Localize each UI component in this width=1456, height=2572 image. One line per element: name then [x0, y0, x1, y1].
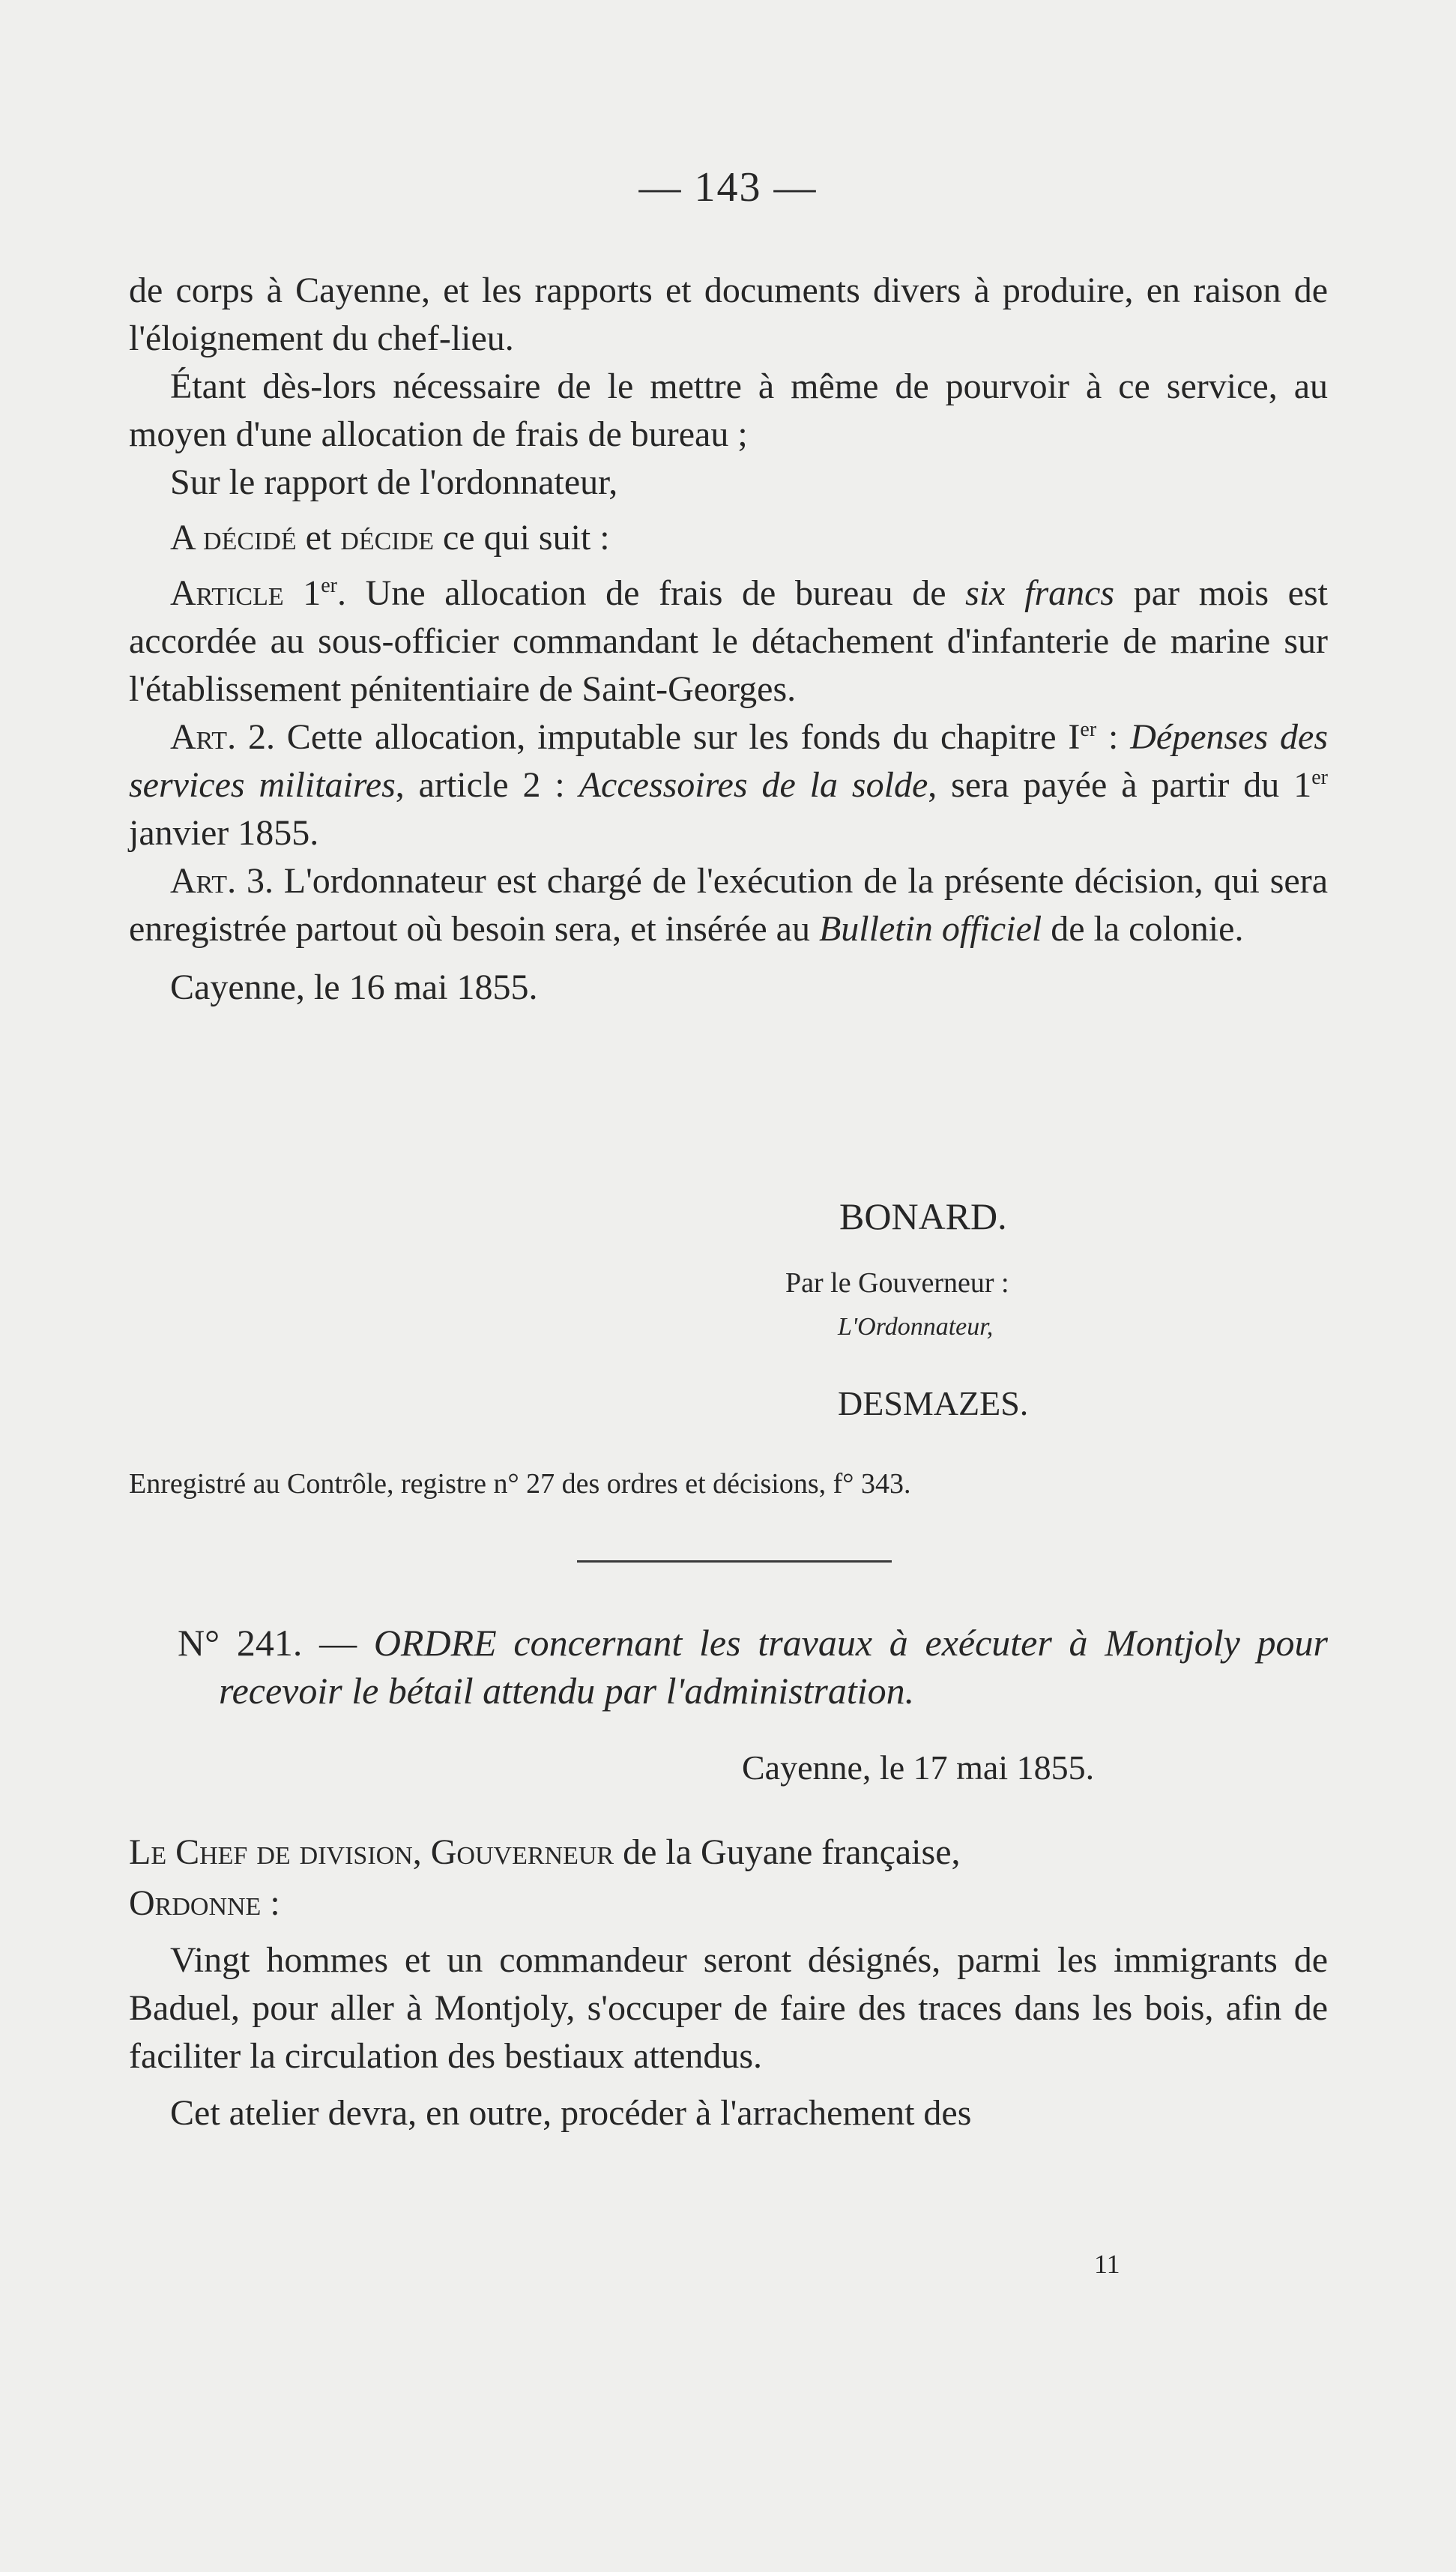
section-divider: [577, 1560, 892, 1563]
order-preamble: Le Chef de division, Gouverneur de la Guyane française,: [129, 1832, 961, 1872]
decision-body: [129, 267, 1328, 1012]
order-title: [129, 1619, 1328, 1715]
order-ordonne: Ordonne :: [129, 1883, 280, 1923]
order-heading: N° 241. — ORDRE concernant les travaux à exécuter à Montjoly pour recevoir le bétail attendu par l'administration.: [178, 1622, 1328, 1712]
paragraph: Vingt hommes et un commandeur seront désignés, parmi les immigrants de Baduel, pour aller à Montjoly, s'occuper de faire des traces dans les bois, afin de faciliter la circulation des bestiaux attendus.: [129, 1940, 1328, 2076]
paragraph: Étant dès-lors nécessaire de le mettre à même de pourvoir à ce service, au moyen d'une allocation de frais de bureau ;: [129, 366, 1328, 454]
order-body: [129, 1829, 1328, 2137]
paragraph: de corps à Cayenne, et les rapports et documents divers à produire, en raison de l'éloignement du chef-lieu.: [129, 271, 1328, 358]
order-date: Cayenne, le 17 mai 1855.: [742, 1748, 1095, 1787]
signature-par: Par le Gouverneur :: [785, 1267, 1009, 1299]
signature-desmazes: DESMAZES.: [838, 1384, 1029, 1422]
page-number: — 143 —: [638, 164, 818, 211]
paragraph: Cet atelier devra, en outre, procéder à l'arrachement des: [170, 2093, 972, 2133]
registry-note: Enregistré au Contrôle, registre n° 27 des ordres et décisions, f° 343.: [129, 1468, 911, 1500]
article-2: Art. 2. Cette allocation, imputable sur les fonds du chapitre Ier : Dépenses des services militaires, article 2 : Accessoires de la solde, sera payée à partir du 1er janvier 1855.: [129, 717, 1328, 853]
article-3: Art. 3. L'ordonnateur est chargé de l'exécution de la présente décision, qui sera enregistrée partout où besoin sera, et insérée au Bulletin officiel de la colonie.: [129, 861, 1328, 949]
paragraph: Sur le rapport de l'ordonnateur,: [170, 462, 618, 502]
article-1: Article 1er. Une allocation de frais de bureau de six francs par mois est accordée au sous-officier commandant le détachement d'infanterie de marine sur l'établissement pénitentiaire de Saint-Georges.: [129, 573, 1329, 709]
signature-name: BONARD.: [839, 1195, 1007, 1237]
signature-mark: 11: [1094, 2249, 1120, 2279]
signature-ordonnateur: L'Ordonnateur,: [838, 1313, 994, 1341]
decision-date: Cayenne, le 16 mai 1855.: [170, 967, 538, 1007]
decision-heading: A décidé et décide ce qui suit :: [170, 518, 610, 558]
